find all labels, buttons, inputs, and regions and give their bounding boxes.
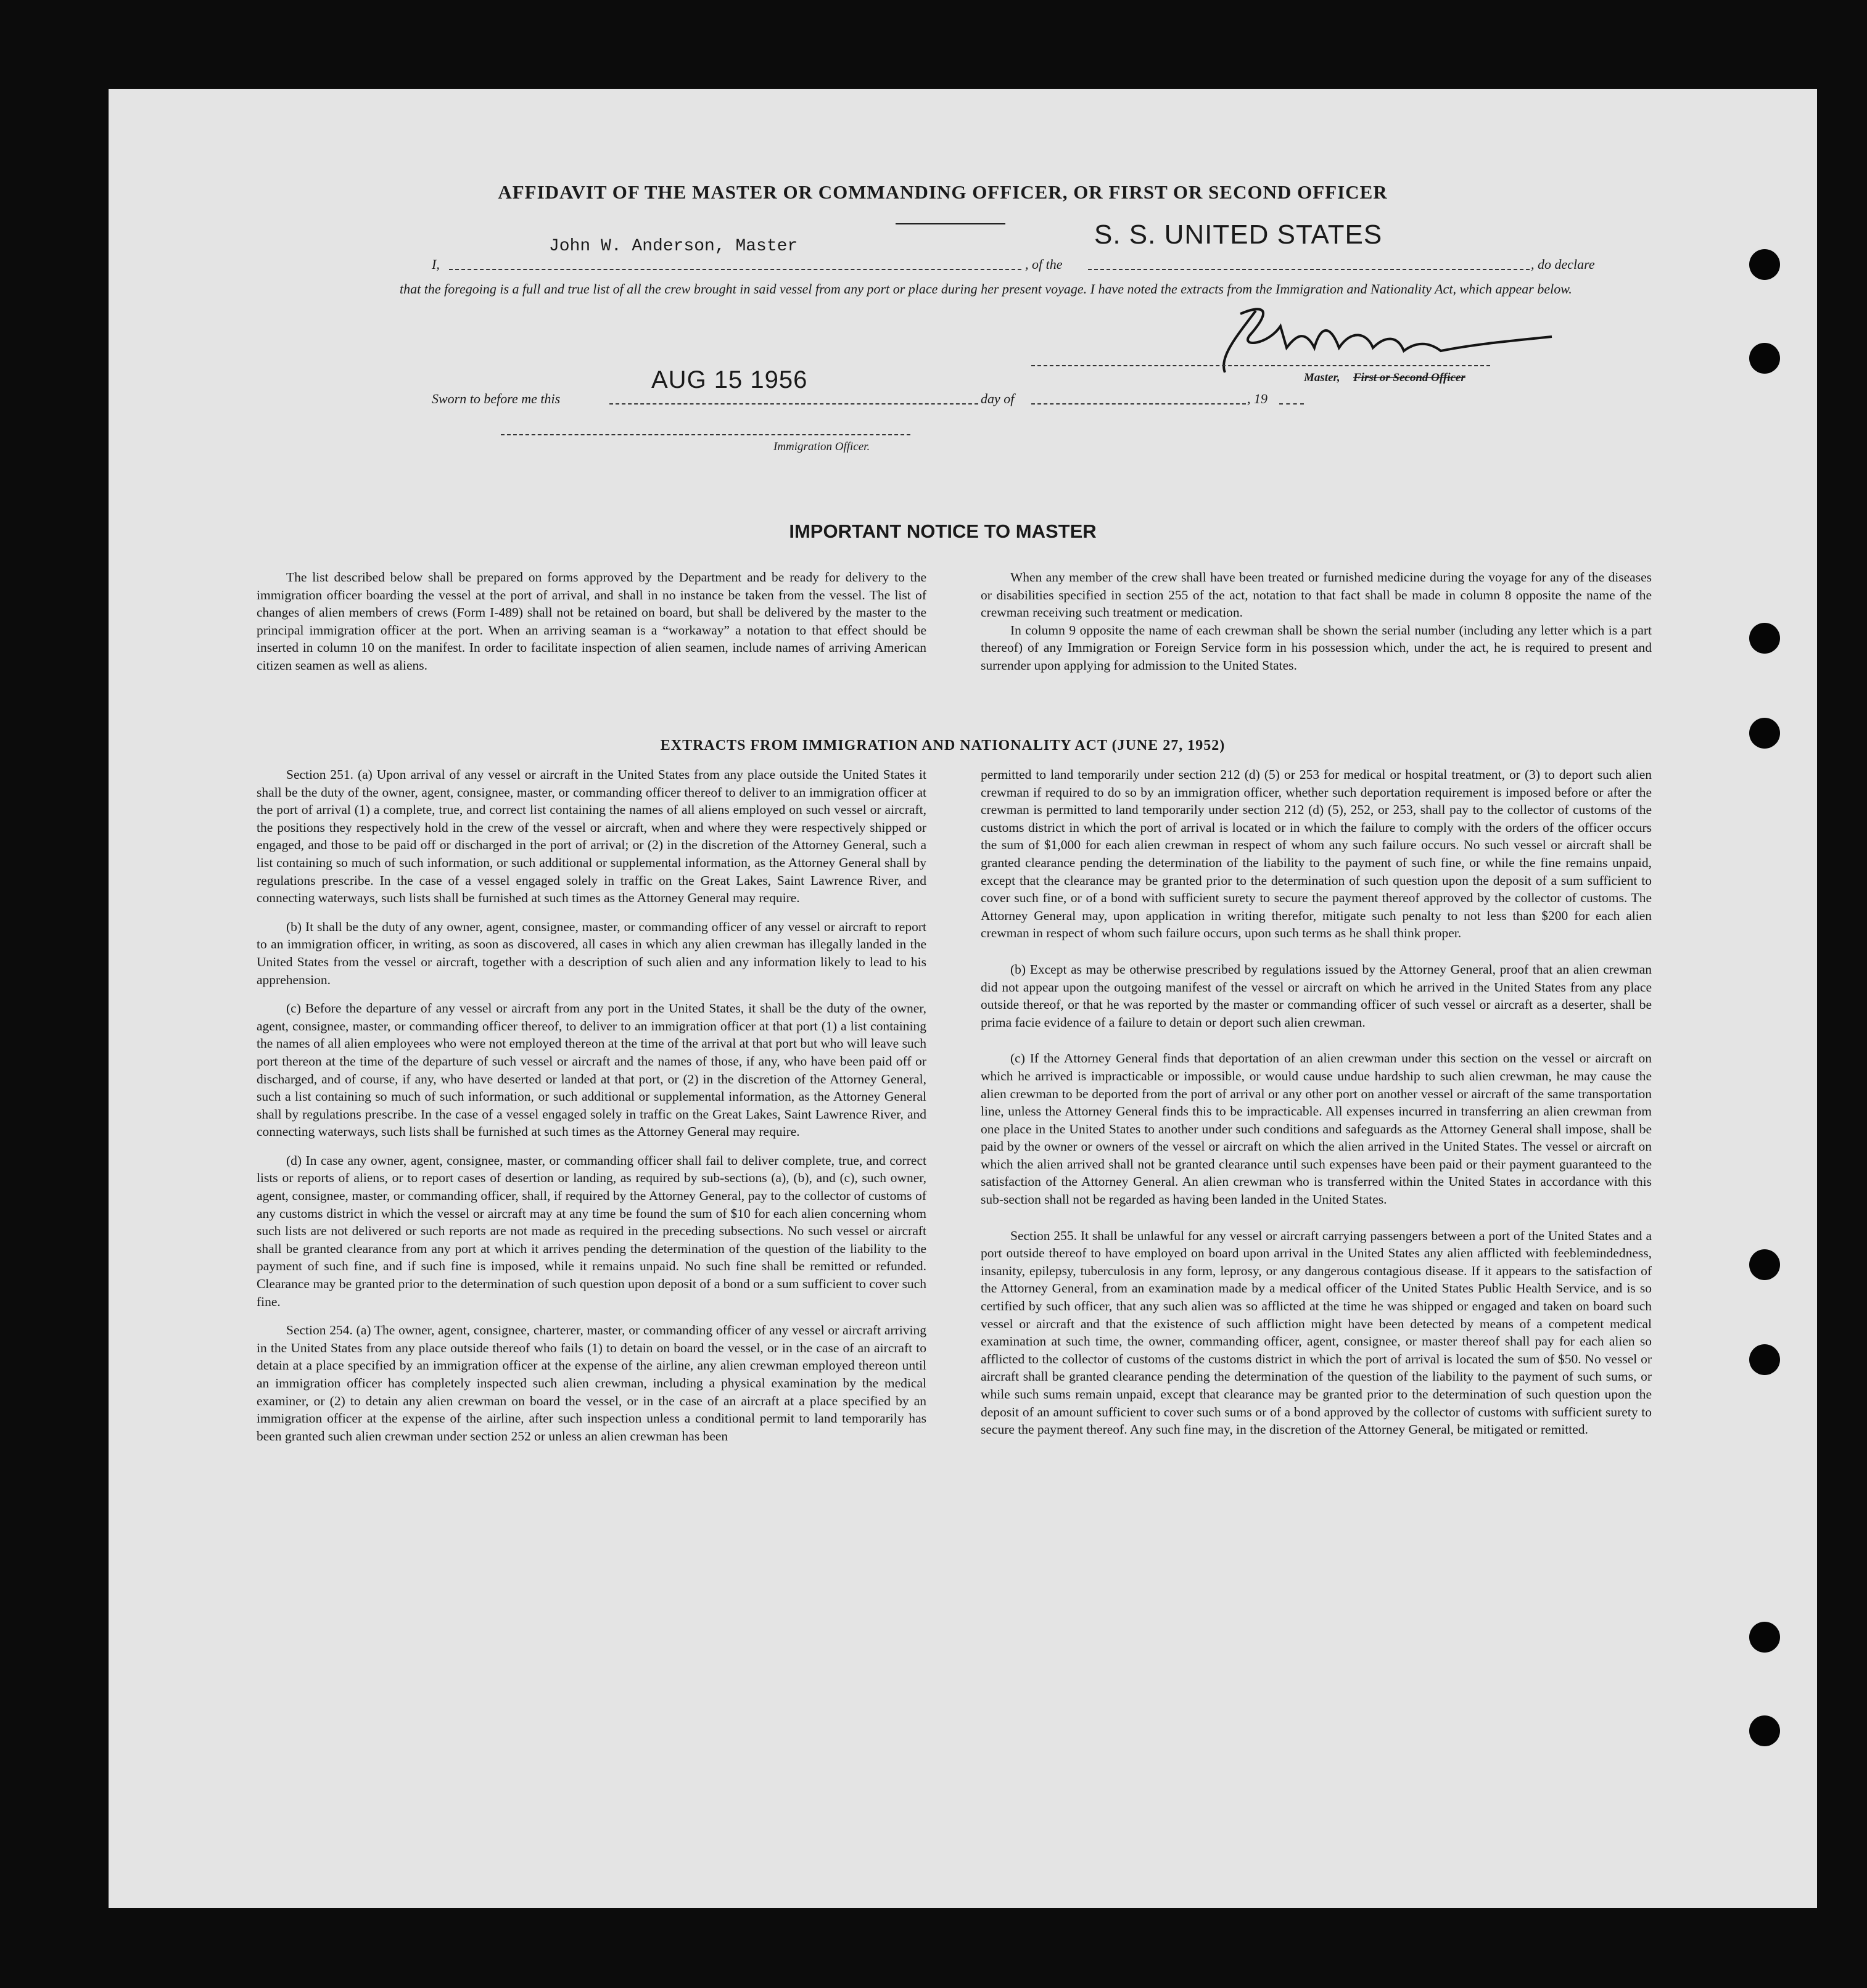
notice-left-paragraph: The list described below shall be prepared on forms approved by the Department and be ready for delivery to the immigration officer boarding the vessel at the port of arrival, and shall in no instance be taken from the vessel. The list of changes of alien members of crews (Form I-489) shall not be retained on board, but shall be delivered by the master to the principal immigration officer at the port. When an arriving seaman is a “workaway” a notation to that effect should be inserted in column 10 on the manifest. In order to facilitate inspection of alien seamen, include names of arriving American citizen seamen as well as aliens.: [257, 570, 926, 673]
notice-right-paragraph: When any member of the crew shall have been treated or furnished medicine during the voyage for any of the diseases or disabilities specified in section 255 of the act, notation to that fact shall be made in column 8 opposite the name of the crewman receiving such treatment or medication.: [981, 570, 1652, 620]
notice-right-column: [981, 569, 1652, 675]
year-prefix-label: , 19: [1247, 391, 1267, 406]
punch-hole: [1749, 1344, 1780, 1375]
month-line: [1031, 403, 1246, 405]
sworn-date-stamp: AUG 15 1956: [651, 366, 808, 393]
declaration-text: that the foregoing is a full and true list of all the crew brought in said vessel from any port or place during her present voyage. I have noted the extracts from the Immigration and Nationality Act, which appear below.: [400, 281, 1572, 297]
section-254c: (c) If the Attorney General finds that deportation of an alien crewman under this section on the vessel or aircraft on which he arrived is impracticable or impossible, or would cause undue hardship to such alien crewman, he may cause the alien crewman to be deported from the port of arrival or any other port on another vessel or aircraft of the same transportation line, unless the Attorney General finds this to be impracticable. All expenses incurred in transferring an alien crewman from one place in the United States to another under such conditions and safeguards as the Attorney General shall impose, shall be paid by the owner or owners of the vessel or aircraft on which the alien arrived in the United States. The vessel or aircraft on which the alien arrived shall not be granted clearance until such expenses have been paid or their payment guaranteed to the satisfaction of the Attorney General. An alien crewman who is transferred within the United States in accordance with this sub-section shall not be regarded as having been landed in the United States.: [981, 1051, 1652, 1207]
struck-officer-label: First or Second Officer: [1353, 371, 1465, 384]
of-the-label: , of the: [1025, 257, 1063, 272]
section-251d: (d) In case any owner, agent, consignee, master, or commanding officer shall fail to deliver complete, true, and correct lists or reports of aliens, or to report cases of desertion or landing, as required by sub-sections (a), (b), and (c), such owner, agent, consignee, master, or commanding officer, shall, if required by the Attorney General, pay to the collector of customs of any customs district in which the vessel or aircraft may at any time be found the sum of $10 for each alien concerning whom such lists are not delivered or such reports are not made as required in the preceding subsections. No such vessel or aircraft shall be granted clearance from any port at which it arrives pending the determination of the question of the liability to the payment of such fine, and if such fine is imposed, while it remains unpaid. No such fine shall be remitted or refunded. Clearance may be granted prior to the determination of such question upon deposit of a bond or a sum sufficient to cover such fine.: [257, 1152, 926, 1309]
notice-right-paragraph: In column 9 opposite the name of each crewman shall be shown the serial number (including any letter which is a part thereof) of any Immigration or Foreign Service form in his possession which, under the act, he is required to present and surrender upon applying for admission to the United States.: [981, 622, 1652, 673]
extracts-left-column: [257, 766, 926, 1445]
punch-hole: [1749, 623, 1780, 654]
vessel-name-stamp: S. S. UNITED STATES: [1094, 220, 1383, 250]
punch-hole: [1749, 343, 1780, 374]
punch-hole: [1749, 1249, 1780, 1280]
sworn-label: Sworn to before me this: [432, 391, 561, 406]
section-254a-continued: permitted to land temporarily under section 212 (d) (5) or 253 for medical or hospital treatment, or (3) to deport such alien crewman if required to do so by an immigration officer, whether such deportation requirement is imposed before or after the crewman is permitted to land temporarily under section 212 (d) (5), 252, or 253, shall pay to the collector of customs of the customs district in which the port of arrival is located or in which the failure to comply with the orders of the officer occurs the sum of $1,000 for each alien crewman in respect of whom any such failure occurs. No such vessel or aircraft shall be granted clearance pending the determination of the liability to the payment of such fine, or while the fine remains unpaid, except that the clearance may be granted prior to the determination of such question upon the deposit of a sum sufficient to cover such fine, or of a bond with sufficient surety to secure the payment thereof approved by the collector of customs. The Attorney General may, upon application in writing therefor, mitigate such penalty to not less than $200 for each alien crewman in respect of whom such failure occurs, upon such terms as he shall think proper.: [981, 767, 1652, 941]
do-declare-label: , do declare: [1531, 257, 1595, 272]
section-254a: Section 254. (a) The owner, agent, consignee, charterer, master, or commanding officer of any vessel or aircraft arriving in the United States from any place outside thereof who fails (1) to detain on board the vessel, or in the case of an aircraft to detain at a place specified by an immigration officer at the expense of the airline, any alien crewman employed thereon until an immigration officer has completely inspected such alien crewman, including a physical examination by the medical examiner, or (2) to detain any alien crewman on board the vessel, or in the case of an aircraft at a place specified by an immigration officer at the expense of the airline, after such inspection unless a conditional permit to land temporarily has been granted such alien crewman under section 252 or unless an alien crewman has been: [257, 1323, 926, 1444]
vessel-name-line: [1088, 269, 1530, 270]
master-title-label: Master,: [1304, 371, 1340, 384]
master-name-line: [449, 269, 1021, 270]
document-page: [109, 89, 1817, 1908]
master-name-typed: John W. Anderson, Master: [549, 237, 798, 256]
affidavit-title: AFFIDAVIT OF THE MASTER OR COMMANDING OFFICER, OR FIRST OR SECOND OFFICER: [498, 181, 1388, 203]
year-line: [1279, 403, 1304, 405]
notice-left-column: [257, 569, 926, 675]
punch-hole: [1749, 1622, 1780, 1653]
section-251c: (c) Before the departure of any vessel or aircraft from any port in the United States, it shall be the duty of the owner, agent, consignee, master, or commanding officer thereof, to deliver to an immigration officer at that port (1) a list containing the names of all alien employees who were not employed thereon at the time of the arrival at that port but who will leave such port thereon at the time of the departure of such vessel or aircraft and the names of those, if any, who have been paid off or discharged, and of course, if any, who have deserted or landed at that port, or (2) in the discretion of the Attorney General, such a list containing so much of such information, or such additional or supplemental information, as the Attorney General shall by regulations prescribe. In the case of a vessel engaged solely in traffic on the Great Lakes, Saint Lawrence River, and connecting waterways, such lists shall be furnished at such times as the Attorney General may require.: [257, 1001, 926, 1140]
punch-hole: [1749, 1715, 1780, 1746]
sworn-date-line: [609, 403, 978, 405]
section-251b: (b) It shall be the duty of any owner, agent, consignee, master, or commanding officer of any vessel or aircraft to report to an immigration officer, in writing, as soon as discovered, all cases in which any alien crewman has illegally landed in the United States from the vessel or aircraft, together with a description of such alien and any information likely to lead to his apprehension.: [257, 919, 926, 987]
section-254b: (b) Except as may be otherwise prescribed by regulations issued by the Attorney General, proof that an alien crewman did not appear upon the outgoing manifest of the vessel or aircraft on which he arrived in the United States from any place outside thereof, or that he was reported by the master or commanding officer of such vessel or aircraft as a deserter, shall be prima facie evidence of a failure to detain or deport such alien crewman.: [981, 961, 1652, 1030]
punch-hole: [1749, 249, 1780, 280]
title-underline: [896, 223, 1005, 224]
notice-title: IMPORTANT NOTICE TO MASTER: [789, 520, 1097, 542]
punch-hole: [1749, 718, 1780, 749]
immigration-officer-line: [501, 434, 910, 435]
section-255: Section 255. It shall be unlawful for any vessel or aircraft carrying passengers between a port of the United States and a port outside thereof to have employed on board upon arrival in the United States any alien afflicted with feeblemindedness, insanity, epilepsy, tuberculosis in any form, leprosy, or any dangerous contagious disease. If it appears to the satisfaction of the Attorney General, from an examination made by a medical officer of the United States Public Health Service, and is so certified by such officer, that any such alien was so afflicted at the time he was shipped or engaged and taken on board such vessel or aircraft and that the existence of such affliction might have been detected by means of a competent medical examination at such time, the owner, commanding officer, agent, consignee, or master thereof shall pay for each alien so afflicted to the collector of customs of the customs district in which the port of arrival is located the sum of $50. No vessel or aircraft shall be granted clearance pending the determination of the question of the liability to the payment of such sums, or while such sums remain unpaid, except that clearance may be granted prior to the determination of such question upon the deposit of an amount sufficient to cover such sums or of a bond approved by the collector of customs with sufficient surety to secure the payment thereof. Any such fine may, in the discretion of the Attorney General, be mitigated or remitted.: [981, 1228, 1652, 1437]
i-label: I,: [432, 257, 440, 272]
extracts-title: EXTRACTS FROM IMMIGRATION AND NATIONALITY ACT (JUNE 27, 1952): [660, 737, 1226, 754]
section-251a: Section 251. (a) Upon arrival of any vessel or aircraft in the United States from any place outside the United States it shall be the duty of the owner, agent, consignee, master, or commanding officer thereof to deliver to an immigration officer at the port of arrival (1) a complete, true, and correct list containing the names of all aliens employed on such vessel or aircraft, the positions they respectively hold in the crew of the vessel or aircraft, when and where they were respectively shipped or engaged, and those to be paid off or discharged in the port of arrival; or (2) in the discretion of the Attorney General, such a list containing so much of such information, or such additional or supplemental information, as the Attorney General shall by regulations prescribe. In the case of a vessel engaged solely in traffic on the Great Lakes, Saint Lawrence River, and connecting waterways, such lists shall be furnished at such times as the Attorney General may require.: [257, 767, 926, 906]
extracts-right-column: [981, 766, 1652, 1439]
day-of-label: day of: [981, 391, 1015, 406]
signature-line: [1031, 365, 1490, 366]
immigration-officer-label: Immigration Officer.: [773, 440, 870, 453]
signature-image: [1182, 298, 1638, 379]
